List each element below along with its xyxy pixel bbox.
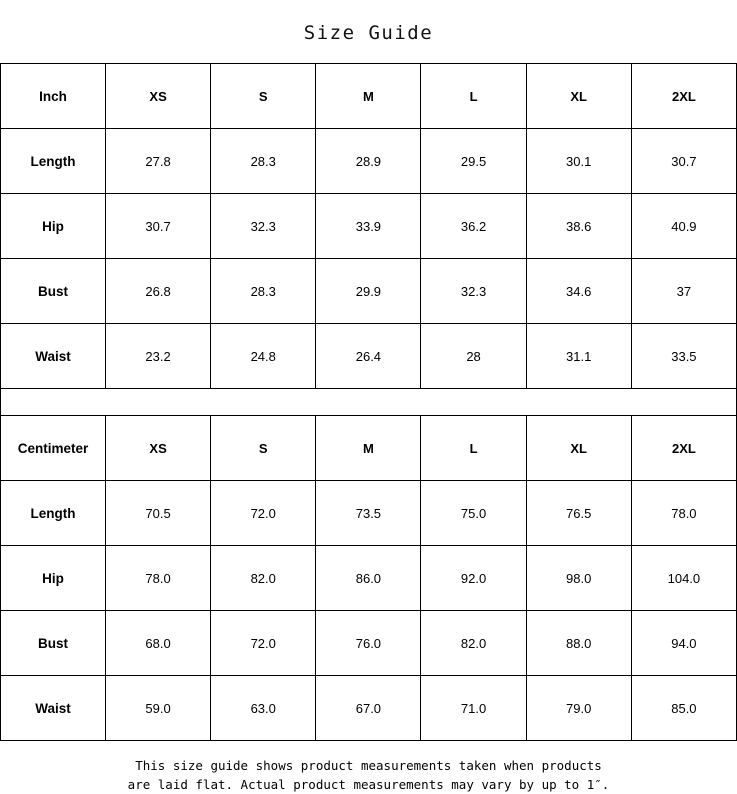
cell-waist-l-inch: 28 [421, 324, 526, 389]
cell-length-s-inch: 28.3 [211, 129, 316, 194]
cell-hip-s-inch: 32.3 [211, 194, 316, 259]
size-header-2xl-cm: 2XL [631, 416, 736, 481]
size-header-l: L [421, 64, 526, 129]
size-header-l-cm: L [421, 416, 526, 481]
cell-bust-xl-cm: 88.0 [526, 611, 631, 676]
centimeter-table-wrapper [0, 415, 737, 741]
cell-hip-xs-inch: 30.7 [106, 194, 211, 259]
cell-hip-xl-cm: 98.0 [526, 546, 631, 611]
size-header-m: M [316, 64, 421, 129]
cell-waist-xs-inch: 23.2 [106, 324, 211, 389]
cell-hip-2xl-inch: 40.9 [631, 194, 736, 259]
size-header-xl-cm: XL [526, 416, 631, 481]
cell-bust-xs-inch: 26.8 [106, 259, 211, 324]
cell-hip-xl-inch: 38.6 [526, 194, 631, 259]
size-header-2xl: 2XL [631, 64, 736, 129]
cell-bust-xs-cm: 68.0 [106, 611, 211, 676]
cell-hip-m-inch: 33.9 [316, 194, 421, 259]
cell-waist-xs-cm: 59.0 [106, 676, 211, 741]
table-row [1, 676, 737, 741]
cell-length-l-cm: 75.0 [421, 481, 526, 546]
cell-waist-xl-cm: 79.0 [526, 676, 631, 741]
table-separator [0, 389, 737, 415]
cell-hip-l-cm: 92.0 [421, 546, 526, 611]
cell-hip-l-inch: 36.2 [421, 194, 526, 259]
cell-length-xs-cm: 70.5 [106, 481, 211, 546]
cell-bust-2xl-inch: 37 [631, 259, 736, 324]
cell-length-xl-inch: 30.1 [526, 129, 631, 194]
cell-length-xl-cm: 76.5 [526, 481, 631, 546]
cell-length-l-inch: 29.5 [421, 129, 526, 194]
footnote-line-1: This size guide shows product measurements taken when products [135, 758, 602, 773]
cell-waist-m-inch: 26.4 [316, 324, 421, 389]
cell-waist-m-cm: 67.0 [316, 676, 421, 741]
cell-length-2xl-cm: 78.0 [631, 481, 736, 546]
unit-header-inch: Inch [1, 64, 106, 129]
cell-bust-s-cm: 72.0 [211, 611, 316, 676]
row-label-hip-inch: Hip [1, 194, 106, 259]
table-row [1, 129, 737, 194]
table-row [1, 481, 737, 546]
cell-hip-m-cm: 86.0 [316, 546, 421, 611]
table-row [1, 194, 737, 259]
size-header-m-cm: M [316, 416, 421, 481]
row-label-bust-cm: Bust [1, 611, 106, 676]
table-header-row [1, 64, 737, 129]
cell-bust-2xl-cm: 94.0 [631, 611, 736, 676]
cell-waist-2xl-inch: 33.5 [631, 324, 736, 389]
size-header-xs-cm: XS [106, 416, 211, 481]
cell-waist-l-cm: 71.0 [421, 676, 526, 741]
cell-bust-xl-inch: 34.6 [526, 259, 631, 324]
table-header-row [1, 416, 737, 481]
cell-bust-m-cm: 76.0 [316, 611, 421, 676]
cell-bust-s-inch: 28.3 [211, 259, 316, 324]
cell-length-s-cm: 72.0 [211, 481, 316, 546]
row-label-length-cm: Length [1, 481, 106, 546]
row-label-waist-cm: Waist [1, 676, 106, 741]
cell-waist-2xl-cm: 85.0 [631, 676, 736, 741]
cell-hip-s-cm: 82.0 [211, 546, 316, 611]
row-label-waist-inch: Waist [1, 324, 106, 389]
cell-hip-xs-cm: 78.0 [106, 546, 211, 611]
cell-length-m-inch: 28.9 [316, 129, 421, 194]
cell-waist-xl-inch: 31.1 [526, 324, 631, 389]
cell-bust-l-cm: 82.0 [421, 611, 526, 676]
size-header-xs: XS [106, 64, 211, 129]
size-header-s-cm: S [211, 416, 316, 481]
cell-length-xs-inch: 27.8 [106, 129, 211, 194]
unit-header-centimeter: Centimeter [1, 416, 106, 481]
centimeter-size-table [0, 415, 737, 741]
page-title: Size Guide [303, 22, 434, 44]
inch-size-table [0, 63, 737, 389]
cell-length-2xl-inch: 30.7 [631, 129, 736, 194]
size-guide-footnote [0, 741, 737, 794]
row-label-hip-cm: Hip [1, 546, 106, 611]
cell-bust-l-inch: 32.3 [421, 259, 526, 324]
footnote-line-2: are laid flat. Actual product measurements may vary by up to 1″. [127, 777, 610, 792]
cell-length-m-cm: 73.5 [316, 481, 421, 546]
cell-bust-m-inch: 29.9 [316, 259, 421, 324]
cell-waist-s-cm: 63.0 [211, 676, 316, 741]
table-row [1, 324, 737, 389]
table-row [1, 546, 737, 611]
size-header-s: S [211, 64, 316, 129]
size-header-xl: XL [526, 64, 631, 129]
table-row [1, 611, 737, 676]
table-row [1, 259, 737, 324]
row-label-bust-inch: Bust [1, 259, 106, 324]
inch-table-wrapper [0, 63, 737, 389]
cell-hip-2xl-cm: 104.0 [631, 546, 736, 611]
cell-waist-s-inch: 24.8 [211, 324, 316, 389]
row-label-length-inch: Length [1, 129, 106, 194]
